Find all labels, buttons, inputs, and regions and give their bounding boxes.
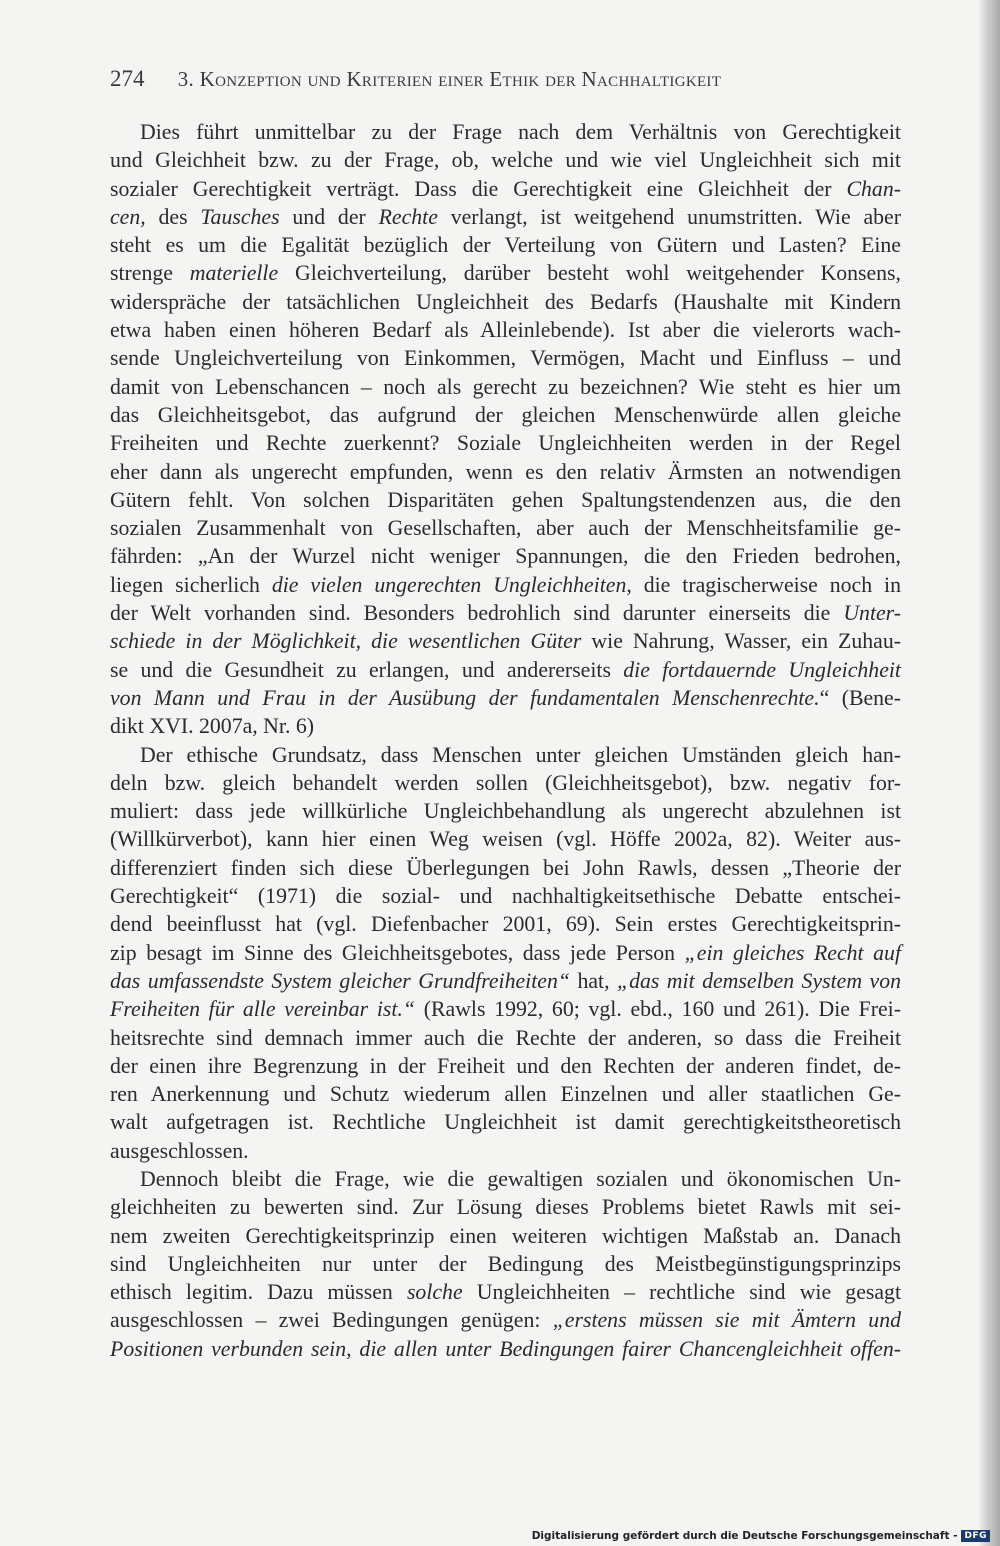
dfg-logo: DFG — [961, 1530, 990, 1542]
digitization-footer — [532, 1528, 990, 1544]
text-line: ren Anerkennung und Schutz wiederum allen Einzelnen und aller staatlichen Ge- — [110, 1082, 901, 1107]
text-line: dend beeinflusst hat (vgl. Diefenbacher 2001, 69). Sein erstes Gerechtigkeitsprin- — [110, 912, 901, 937]
text-line: ethisch legitim. Dazu müssen solche Ungleichheiten – rechtliche sind wie gesagt — [110, 1280, 901, 1305]
text-line: sozialer Gerechtigkeit verträgt. Dass die Gerechtigkeit eine Gleichheit der Chan- — [110, 176, 901, 201]
scan-edge — [978, 0, 1000, 1546]
page-header — [110, 66, 910, 96]
text-line: gleichheiten zu bewerten sind. Zur Lösung dieses Problems bietet Rawls mit sei- — [110, 1195, 901, 1220]
text-line: Freiheiten und Rechte zuerkennt? Soziale Ungleichheiten werden in der Regel — [110, 431, 901, 456]
text-line: (Willkürverbot), kann hier einen Weg weisen (vgl. Höffe 2002a, 82). Weiter aus- — [110, 827, 901, 852]
text-line: heitsrechte sind demnach immer auch die Rechte der anderen, so dass die Freiheit — [110, 1025, 901, 1050]
text-line: eher dann als ungerecht empfunden, wenn es den relativ Ärmsten an notwendigen — [110, 459, 901, 484]
text-line: cen, des Tausches und der Rechte verlangt, ist weitgehend unumstritten. Wie aber — [110, 204, 901, 229]
text-line: Gerechtigkeit“ (1971) die sozial- und nachhaltigkeitsethische Debatte entschei- — [110, 884, 901, 909]
text-line: se und die Gesundheit zu erlangen, und andererseits die fortdauernde Ungleichheit — [110, 657, 901, 682]
text-line: Gütern fehlt. Von solchen Disparitäten gehen Spaltungstendenzen aus, die den — [110, 487, 901, 512]
text-line: das Gleichheitsgebot, das aufgrund der gleichen Menschenwürde allen gleiche — [110, 402, 901, 427]
text-line: damit von Lebenschancen – noch als gerecht zu bezeichnen? Wie steht es hier um — [110, 374, 901, 399]
body-text — [110, 118, 901, 1363]
text-line: Dies führt unmittelbar zu der Frage nach dem Verhältnis von Gerechtigkeit — [140, 120, 901, 144]
text-line: und Gleichheit bzw. zu der Frage, ob, welche und wie viel Ungleichheit sich mit — [110, 148, 901, 173]
text-line: differenziert finden sich diese Überlegungen bei John Rawls, dessen „Theorie der — [110, 855, 901, 880]
text-line: liegen sicherlich die vielen ungerechten Ungleichheiten, die tragischerweise noch in — [110, 572, 902, 597]
text-line: zip besagt im Sinne des Gleichheitsgebotes, dass jede Person „ein gleiches Recht auf — [110, 940, 902, 965]
text-line: sende Ungleichverteilung von Einkommen, Vermögen, Macht und Einfluss – und — [110, 346, 901, 371]
text-line: der einen ihre Begrenzung in der Freiheit und den Rechten der anderen findet, de- — [110, 1053, 901, 1078]
text-line: dikt XVI. 2007a, Nr. 6) — [110, 714, 315, 739]
text-line: deln bzw. gleich behandelt werden sollen (Gleichheitsgebot), bzw. negativ for- — [110, 770, 901, 795]
text-line: etwa haben einen höheren Bedarf als Alleinlebende). Ist aber die vielerorts wach- — [110, 318, 901, 343]
text-line: sind Ungleichheiten nur unter der Bedingung des Meistbegünstigungsprinzips — [110, 1251, 901, 1276]
text-line: ausgeschlossen – zwei Bedingungen genügen: „erstens müssen sie mit Ämtern und — [110, 1308, 901, 1333]
text-line: strenge materielle Gleichverteilung, darüber besteht wohl weitgehender Konsens, — [110, 261, 901, 286]
text-line: walt aufgetragen ist. Rechtliche Ungleichheit ist damit gerechtigkeitstheoretisch — [110, 1110, 901, 1135]
footer-text: Digitalisierung gefördert durch die Deutsche Forschungsgemeinschaft - — [531, 1530, 958, 1542]
text-line: sozialen Zusammenhalt von Gesellschaften, aber auch der Menschheitsfamilie ge- — [110, 516, 901, 541]
page-number: 274 — [110, 66, 145, 91]
text-line: Positionen verbunden sein, die allen unter Bedingungen fairer Chancengleichheit offen- — [110, 1336, 901, 1361]
text-line: muliert: dass jede willkürliche Ungleichbehandlung als ungerecht abzulehnen ist — [110, 799, 901, 824]
text-line: fährden: „An der Wurzel nicht weniger Spannungen, die den Frieden bedrohen, — [110, 544, 901, 569]
text-line: Dennoch bleibt die Frage, wie die gewaltigen sozialen und ökonomischen Un- — [140, 1166, 901, 1191]
text-line: Der ethische Grundsatz, dass Menschen unter gleichen Umständen gleich han- — [140, 742, 901, 767]
text-line: Freiheiten für alle vereinbar ist.“ (Rawls 1992, 60; vgl. ebd., 160 und 261). Die Frei- — [110, 997, 901, 1022]
text-line: steht es um die Egalität bezüglich der Verteilung von Gütern und Lasten? Eine — [110, 233, 901, 258]
text-line: ausgeschlossen. — [110, 1138, 249, 1163]
text-line: schiede in der Möglichkeit, die wesentlichen Güter wie Nahrung, Wasser, ein Zuhau- — [110, 629, 901, 654]
running-head: 3. Konzeption und Kriterien einer Ethik der Nachhaltigkeit — [177, 67, 722, 91]
text-line: widerspräche der tatsächlichen Ungleichheit des Bedarfs (Haushalte mit Kindern — [110, 289, 901, 314]
text-line: der Welt vorhanden sind. Besonders bedrohlich sind darunter einerseits die Unter- — [110, 601, 901, 626]
text-line: von Mann und Frau in der Ausübung der fundamentalen Menschenrechte.“ (Bene- — [110, 685, 901, 710]
text-line: nem zweiten Gerechtigkeitsprinzip einen weiteren wichtigen Maßstab an. Danach — [110, 1223, 901, 1248]
text-line: das umfassendste System gleicher Grundfreiheiten“ hat, „das mit demselben System von — [110, 968, 901, 993]
